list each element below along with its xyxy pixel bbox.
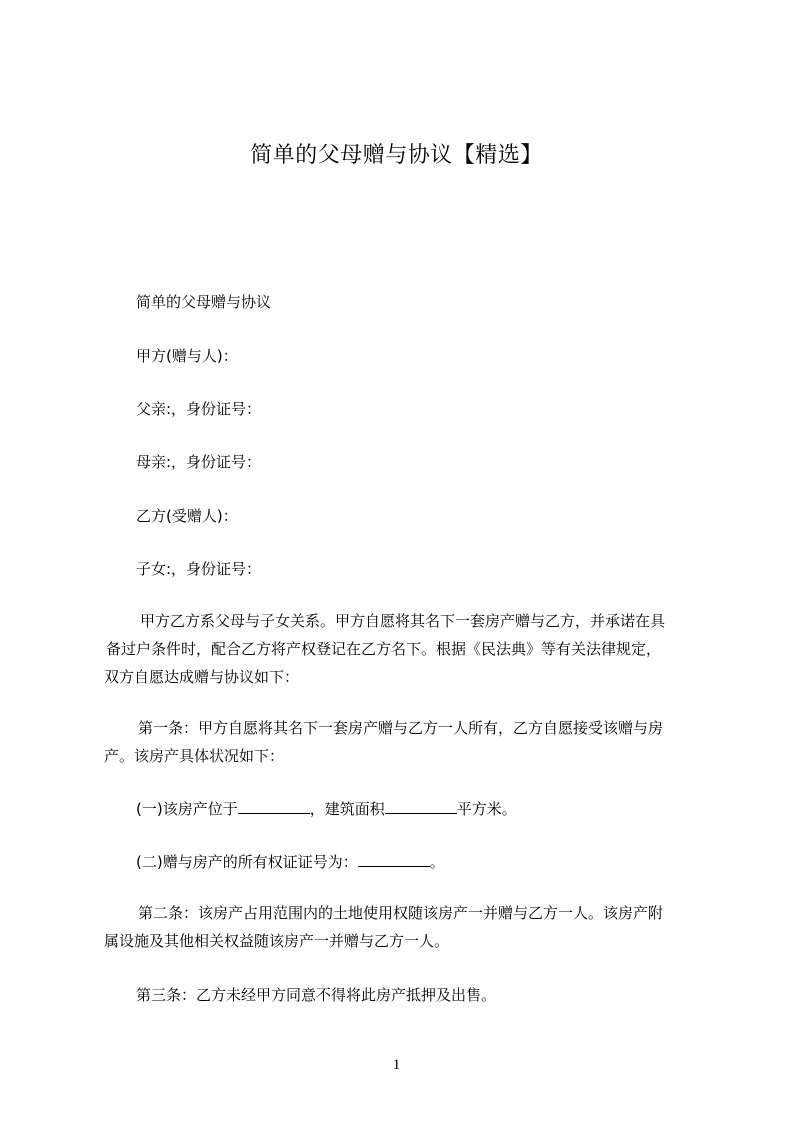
intro-row: 双方自愿达成赠与协议如下： (104, 668, 300, 686)
party-b-label: 乙方(受赠人)： (136, 507, 238, 525)
article-2-row: 第二条：该房产占用范围内的土地使用权随该房产一并赠与乙方一人。该房产附 (138, 904, 664, 922)
mother-line: 母亲:，身份证号： (136, 453, 262, 471)
item-2-suffix: 。 (429, 853, 445, 871)
location-blank (238, 798, 310, 814)
article-1 (104, 714, 704, 770)
document-title: 简单的父母赠与协议【精选】 (250, 143, 543, 168)
item-1-suffix: 平方米。 (456, 800, 517, 818)
certificate-blank (358, 851, 430, 867)
item-1-prefix: (一)该房产位于 (136, 800, 238, 818)
intro-row: 备过户条件时，配合乙方将产权登记在乙方名下。根据《民法典》等有关法律规定， (106, 640, 662, 658)
article-3: 第三条：乙方未经甲方同意不得将此房产抵押及出售。 (136, 986, 497, 1004)
item-2 (136, 851, 445, 872)
intro-paragraph (104, 607, 704, 691)
intro-row: 甲方乙方系父母与子女关系。甲方自愿将其名下一套房产赠与乙方，并承诺在具 (140, 612, 666, 630)
page-number: 1 (392, 1057, 401, 1073)
area-blank (385, 798, 457, 814)
father-line: 父亲:，身份证号： (136, 400, 262, 418)
item-1-middle: ，建筑面积 (309, 800, 385, 818)
child-line: 子女:，身份证号： (136, 560, 262, 578)
party-a-label: 甲方(赠与人)： (136, 347, 238, 365)
agreement-heading: 简单的父母赠与协议 (136, 293, 272, 311)
item-2-prefix: (二)赠与房产的所有权证证号为： (136, 853, 358, 871)
item-1 (136, 798, 517, 819)
article-1-row: 第一条：甲方自愿将其名下一套房产赠与乙方一人所有，乙方自愿接受该赠与房 (138, 719, 664, 737)
article-1-row: 产。该房产具体状况如下： (104, 747, 285, 765)
article-2-row: 属设施及其他相关权益随该房产一并赠与乙方一人。 (104, 932, 450, 950)
article-2 (104, 899, 704, 955)
